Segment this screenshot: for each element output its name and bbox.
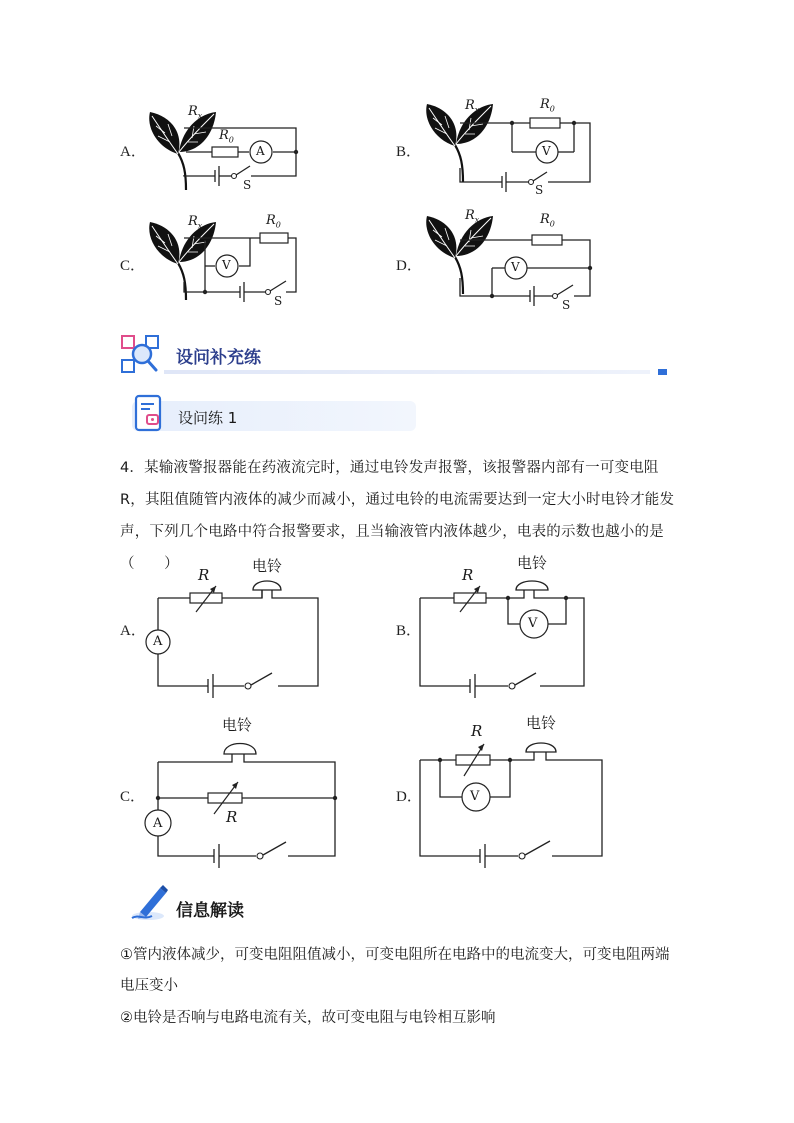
- bell-label-d: 电铃: [526, 714, 557, 732]
- circuit-bottom-b: [420, 581, 584, 698]
- ammeter-label-bottom-c: A: [153, 816, 163, 831]
- r0-label-d: $R_0$: [540, 212, 555, 229]
- rx-label-b: $R_x$: [465, 98, 480, 115]
- pencil-icon: [130, 884, 172, 922]
- circuit-top-a: [149, 112, 298, 190]
- rx-label-c: $R_x$: [188, 214, 203, 231]
- voltmeter-label-bottom-b: V: [528, 616, 538, 631]
- r0-label-b: $R_0$: [540, 97, 555, 114]
- option-label-c: C．: [120, 258, 146, 274]
- option-label-d: D．: [396, 258, 422, 274]
- info-line-2: ②电铃是否响与电路电流有关，故可变电阻与电铃相互影响: [120, 1010, 496, 1026]
- r-label-a: R: [198, 566, 210, 584]
- rx-label-d: $R_x$: [465, 208, 480, 225]
- r0-label-c: $R_0$: [266, 213, 281, 230]
- practice-title: 设问练 1: [178, 409, 238, 427]
- section-divider: [164, 370, 650, 374]
- practice-banner: [132, 401, 416, 431]
- bell-label-c: 电铃: [222, 716, 253, 734]
- top-circuits: [0, 0, 794, 330]
- r-label-c: R: [226, 808, 238, 826]
- bell-label-a: 电铃: [252, 557, 283, 575]
- bottom-circuits: [0, 540, 794, 880]
- circuit-bottom-a: [146, 581, 318, 698]
- ammeter-label-bottom-a: A: [153, 634, 163, 649]
- info-line-1: ①管内液体减少，可变电阻阻值减小，可变电阻所在电路中的电流变大，可变电阻两端电压变小: [120, 947, 670, 994]
- magnifier-icon: [120, 334, 164, 376]
- option-label-b: B．: [396, 144, 422, 160]
- voltmeter-label-c: V: [222, 258, 231, 272]
- circuit-bottom-c: [145, 744, 337, 869]
- switch-label-d: S: [562, 298, 571, 312]
- r-label-d: R: [471, 722, 483, 740]
- voltmeter-label-b: V: [542, 144, 551, 158]
- r-label-b: R: [462, 566, 474, 584]
- switch-label-c: S: [274, 294, 283, 308]
- voltmeter-label-d: V: [511, 260, 520, 274]
- switch-label-a: S: [243, 178, 252, 192]
- option-label-bottom-d: D．: [396, 789, 422, 805]
- section-divider-end: [658, 369, 667, 375]
- ammeter-label-a: A: [256, 144, 265, 158]
- bell-label-b: 电铃: [517, 554, 548, 572]
- option-label-bottom-a: A．: [120, 623, 146, 639]
- option-label-bottom-c: C．: [120, 789, 146, 805]
- card-icon: [134, 394, 164, 434]
- info-title: 信息解读: [176, 901, 244, 921]
- voltmeter-label-bottom-d: V: [470, 789, 480, 804]
- circuit-top-d: [426, 216, 592, 306]
- r0-label-a: $R_0$: [219, 128, 234, 145]
- option-label-a: A．: [120, 144, 146, 160]
- circuit-top-b: [426, 104, 590, 192]
- option-label-bottom-b: B．: [396, 623, 422, 639]
- switch-label-b: S: [535, 183, 544, 197]
- question-text: 4．某输液警报器能在药液流完时，通过电铃发声报警，该报警器内部有一可变电阻 R，其阻值随管内液体的减少而减小，通过电铃的电流需要达到一定大小时电铃才能发声，下列几个电路中符合报警要求，且当输液管内液体越少，电表的示数也越小的是（ ）: [120, 460, 675, 572]
- rx-label-a: $R_x$: [188, 104, 203, 121]
- circuit-bottom-d: [420, 743, 602, 868]
- section-title: 设问补充练: [176, 348, 261, 368]
